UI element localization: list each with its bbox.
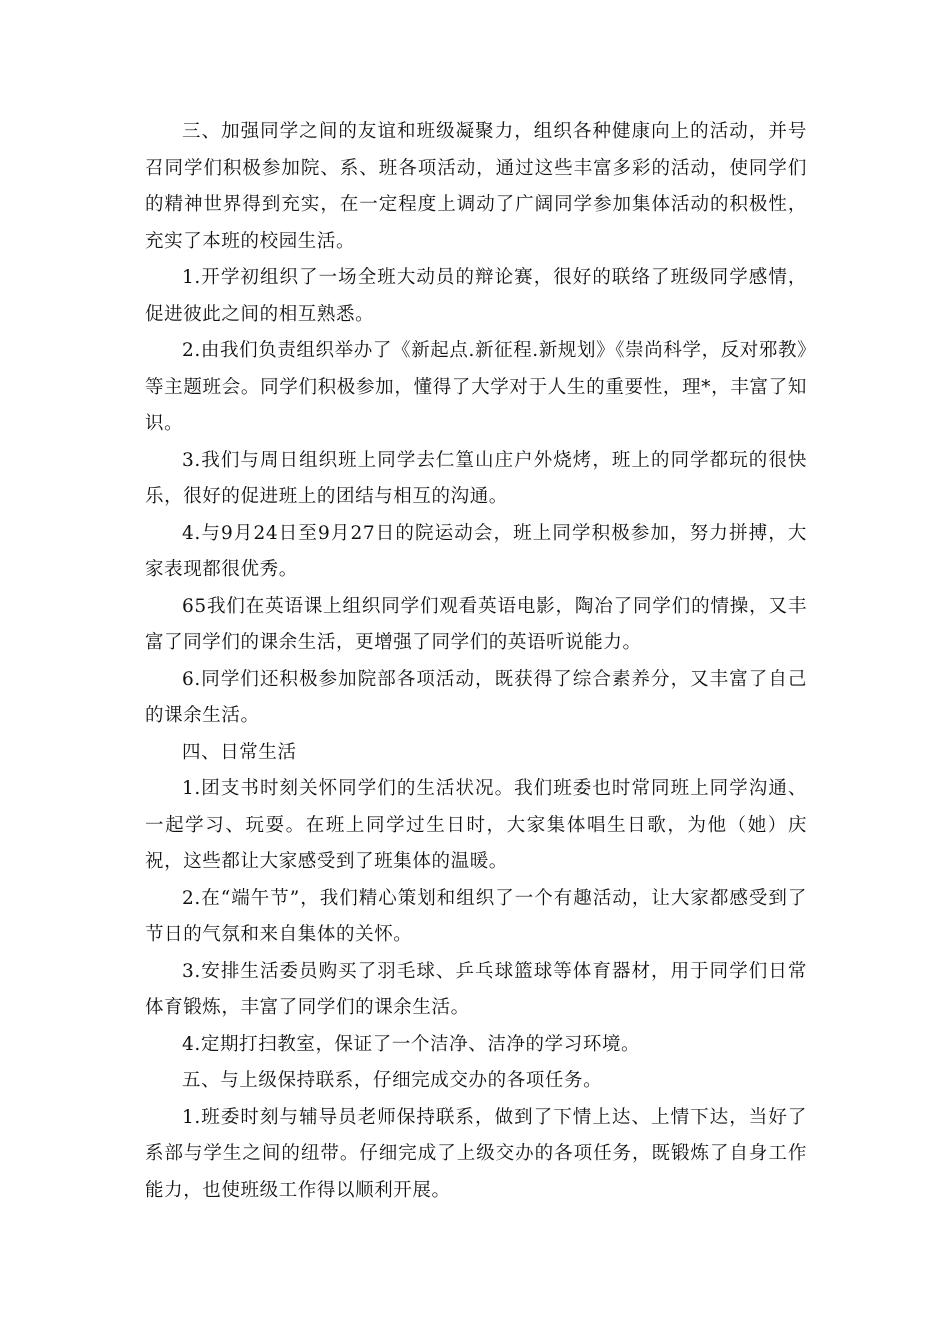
paragraph-item-4: 4.与9月24日至9月27日的院运动会，班上同学积极参加，努力拼搏，大家表现都很优秀。 <box>145 522 807 580</box>
paragraph-section-three: 三、加强同学之间的友谊和班级凝聚力，组织各种健康向上的活动，并号召同学们积极参加院、系、班各项活动，通过这些丰富多彩的活动，使同学们的精神世界得到充实，在一定程度上调动了广阔同学参加集体活动的积极性，充实了本班的校园生活。 <box>145 121 807 252</box>
paragraph-daily-3: 3.安排生活委员购买了羽毛球、乒乓球篮球等体育器材，用于同学们日常体育锻炼，丰富了同学们的课余生活。 <box>145 960 807 1018</box>
paragraph-daily-4: 4.定期打扫教室，保证了一个洁净、洁净的学习环境。 <box>182 1033 641 1055</box>
paragraph-item-6: 6.同学们还积极参加院部各项活动，既获得了综合素养分，又丰富了自己的课余生活。 <box>145 668 807 726</box>
heading-section-four: 四、日常生活 <box>182 741 297 763</box>
heading-section-five: 五、与上级保持联系，仔细完成交办的各项任务。 <box>182 1070 603 1091</box>
paragraph-liaison-1: 1.班委时刻与辅导员老师保持联系，做到了下情上达、上情下达，当好了系部与学生之间的纽带。仔细完成了上级交办的各项任务，既锻炼了自身工作能力，也使班级工作得以顺利开展。 <box>145 1106 807 1201</box>
paragraph-item-2: 2.由我们负责组织举办了《新起点.新征程.新规划》《崇尚科学，反对邪教》等主题班会。同学们积极参加，懂得了大学对于人生的重要性，理*，丰富了知识。 <box>145 340 807 434</box>
paragraph-item-5: 65我们在英语课上组织同学们观看英语电影，陶冶了同学们的情操，又丰富了同学们的课余生活，更增强了同学们的英语听说能力。 <box>145 595 807 653</box>
paragraph-daily-2: 2.在“端午节”，我们精心策划和组织了一个有趣活动，让大家都感受到了节日的气氛和来自集体的关怀。 <box>145 887 807 945</box>
paragraph-daily-1: 1.团支书时刻关怀同学们的生活状况。我们班委也时常同班上同学沟通、一起学习、玩耍。在班上同学过生日时，大家集体唱生日歌，为他（她）庆祝，这些都让大家感受到了班集体的温暖。 <box>145 778 807 872</box>
paragraph-item-3: 3.我们与周日组织班上同学去仁篁山庄户外烧烤，班上的同学都玩的很快乐，很好的促进班上的团结与相互的沟通。 <box>145 449 807 507</box>
document-body <box>145 114 807 1209</box>
paragraph-item-1: 1.开学初组织了一场全班大动员的辩论赛，很好的联络了班级同学感情，促进彼此之间的相互熟悉。 <box>145 267 807 325</box>
